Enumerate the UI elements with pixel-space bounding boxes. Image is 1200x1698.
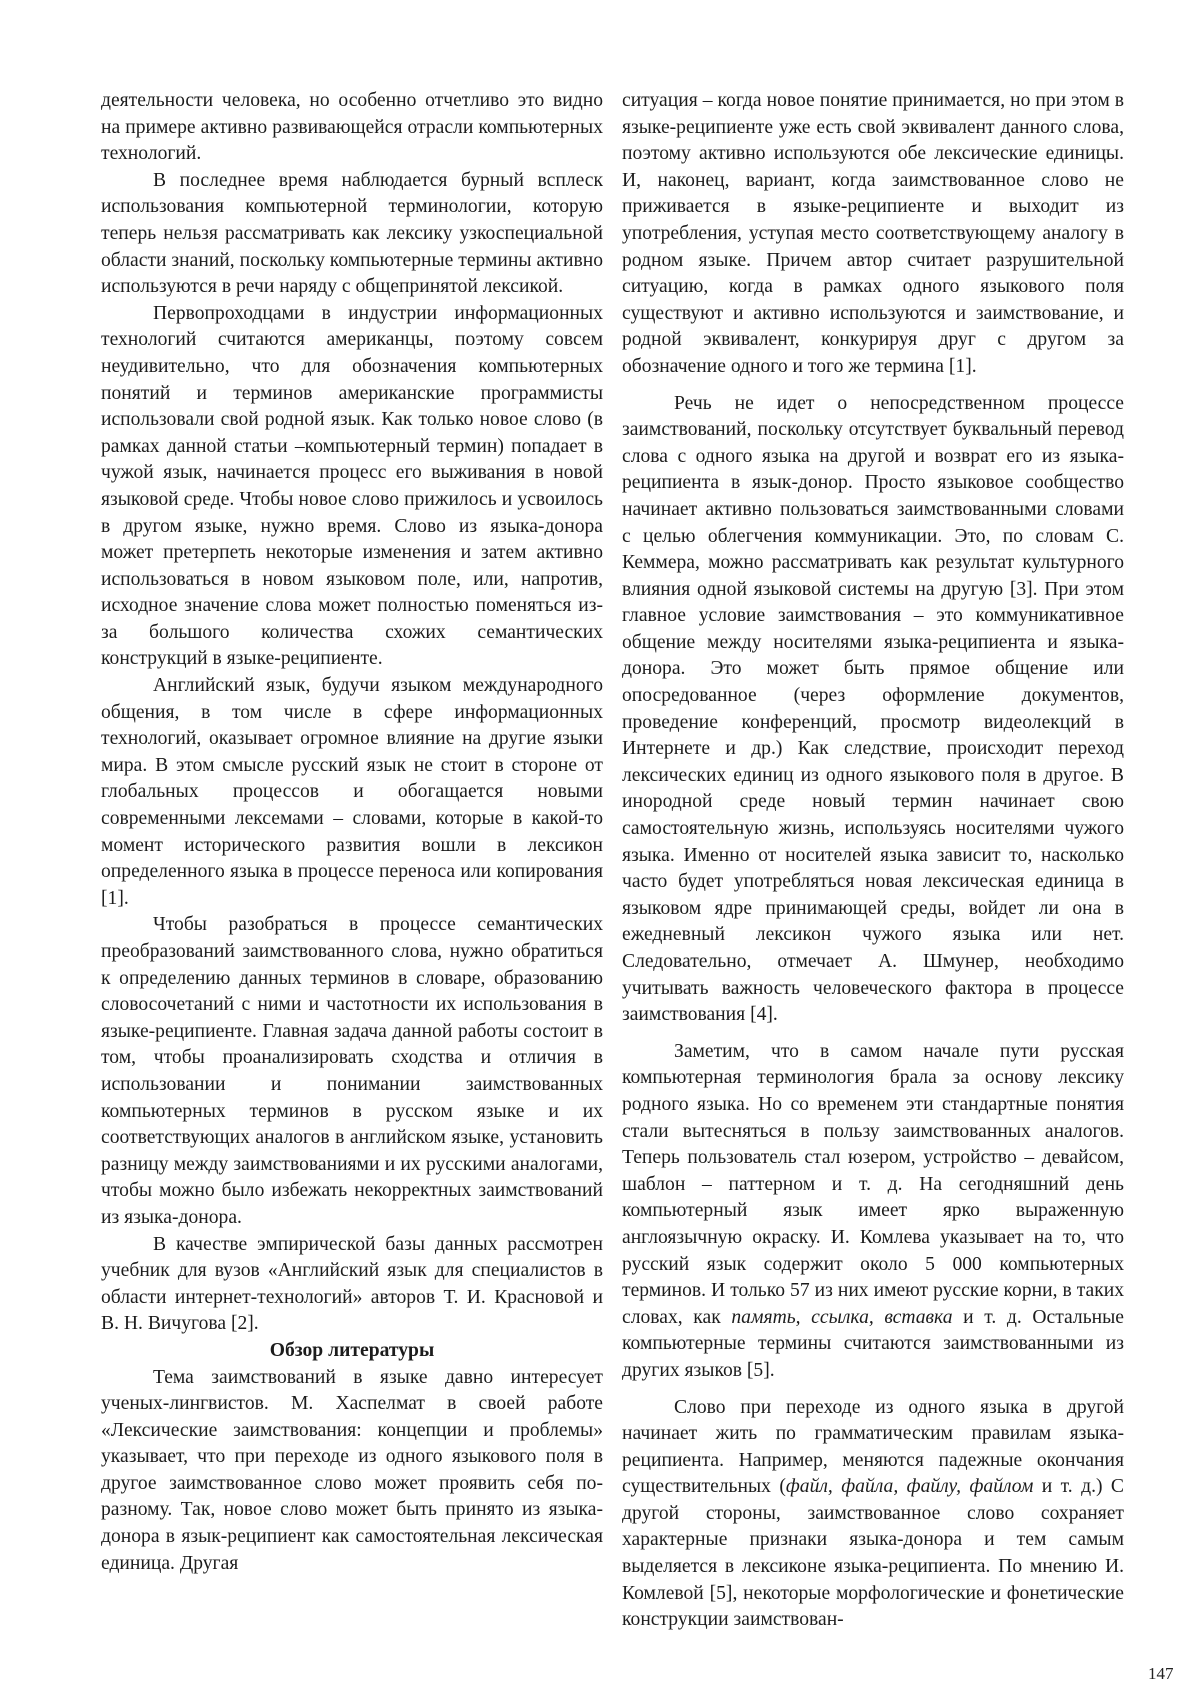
paragraph: Речь не идет о непосредственном процессе заимствований, поскольку отсутствует буквальный перевод слова с одного языка на другой и возврат его из языка-реципиента в язык-донор. Просто языковое сообщество начинает активно пользоваться заимствованными словами с целью облегчения коммуникации. Это, по словам С. Кеммера, можно рассматривать как результат культурного влияния одной языковой системы на другую [3]. При этом главное условие заимствования – это коммуникативное общение между носителями языка-реципиента и языка-донора. Это может быть прямое общение или опосредованное (через оформление документов, проведение конференций, просмотр видеолекций в Интернете и др.) Как следствие, происходит переход лексических единиц из одного языкового поля в другое. В инородной среде новый термин начинает свою самостоятельную жизнь, используясь носителями чужого языка. Именно от носителей языка зависит то, насколько часто будет употребляться новая лексическая единица в языковом ядре принимающей среды, войдет ли она в ежедневный лексикон чужого языка или нет. Следовательно, отмечает А. Шмунер, необходимо учитывать важность человеческого фактора в процессе заимствования [4]. (622, 392, 1124, 1026)
paragraph-text: Слово при переходе из одного языка в другой начинает жить по грамматическим правилам языка-реципиента. Например, меняются падежные окончания существительных ( (622, 1396, 1124, 1498)
italic-examples: память, ссылка, вставка (731, 1306, 953, 1328)
paragraph: Первопроходцами в индустрии информационных технологий считаются американцы, поэтому совсем неудивительно, что для обозначения компьютерных понятий и терминов американские программисты использовали свой родной язык. Как только новое слово (в рамках данной статьи –компьютерный термин) попадает в чужой язык, начинается процесс его выживания в новой языковой среде. Чтобы новое слово прижилось и усвоилось в другом языке, нужно время. Слово из языка-донора может претерпеть некоторые изменения и затем активно использоваться в новом языковом поле, или, напротив, исходное значение слова может полностью поменяться из-за большого количества схожих семантических конструкций в языке-реципиенте. (101, 302, 603, 670)
paragraph: В качестве эмпирической базы данных рассмотрен учебник для вузов «Английский язык для специалистов в области интернет-технологий» авторов Т. И. Красновой и В. Н. Вичугова [2]. (101, 1233, 603, 1335)
paragraph (622, 1395, 1124, 1634)
paragraph-text: и т. д. Остальные компьютерные термины считаются заимствованными из других языков [5]. (622, 1306, 1124, 1381)
page-number: 147 (1148, 1664, 1174, 1683)
paragraph-text: Заметим, что в самом начале пути русская компьютерная терминология брала за основу лексику родного языка. Но со временем эти стандартные понятия стали вытесняться в пользу заимствованных аналогов. Теперь пользователь стал юзером, устройство – девайсом, шаблон – паттерном и т. д. На сегодняшний день компьютерный язык имеет ярко выраженную англоязычную окраску. И. Комлева указывает на то, что русский язык содержит около 5 000 компьютерных терминов. И только 57 из них имеют русские корни, в таких словах, как (622, 1040, 1124, 1328)
left-column (101, 88, 603, 1577)
right-column (622, 88, 1124, 1634)
paragraph-text: и т. д.) С другой стороны, заимствованное слово сохраняет характерные признаки языка-донора и тем самым выделяется в лексиконе языка-реципиента. По мнению И. Комлевой [5], некоторые морфологические и фонетические конструкции заимствован- (622, 1476, 1124, 1631)
paragraph: ситуация – когда новое понятие принимается, но при этом в языке-реципиенте уже есть свой эквивалент данного слова, поэтому активно используются обе лексические единицы. И, наконец, вариант, когда заимствованное слово не приживается в языке-реципиенте и выходит из употребления, уступая место соответствующему аналогу в родном языке. Причем автор считает разрушительной ситуацию, когда в рамках одного языкового поля существуют и активно используются и заимствование, и родной эквивалент, конкурируя друг с другом за обозначение одного и того же термина [1]. (622, 90, 1124, 377)
paragraph (622, 1039, 1124, 1385)
paragraph: деятельности человека, но особенно отчетливо это видно на примере активно развивающейся отрасли компьютерных технологий. (101, 90, 603, 165)
paragraph: Английский язык, будучи языком международного общения, в том числе в сфере информационных технологий, оказывает огромное влияние на другие языки мира. В этом смысле русский язык не стоит в стороне от глобальных процессов и обогащается новыми современными лексемами – словами, которые в какой-то момент исторического развития вошли в лексикон определенного языка в процессе переноса или копирования [1]. (101, 675, 603, 909)
paragraph: Тема заимствований в языке давно интересует ученых-лингвистов. М. Хаспелмат в своей работе «Лексические заимствования: концепции и проблемы» указывает, что при переходе из одного языкового поля в другое заимствованное слово может проявить себя по-разному. Так, новое слово может быть принято из языка-донора в язык-реципиент как самостоятельная лексическая единица. Другая (101, 1366, 603, 1574)
paragraph: Чтобы разобраться в процессе семантических преобразований заимствованного слова, нужно обратиться к определению данных терминов в словаре, образованию словосочетаний с ними и частотности их использования в языке-реципиенте. Главная задача данной работы состоит в том, чтобы проанализировать сходства и отличия в использовании и понимании заимствованных компьютерных терминов в русском языке и их соответствующих аналогов в английском языке, установить разницу между заимствованиями и их русскими аналогами, чтобы можно было избежать некорректных заимствований из языка-донора. (101, 914, 603, 1228)
paragraph: В последнее время наблюдается бурный всплеск использования компьютерной терминологии, которую теперь нельзя рассматривать как лексику узкоспециальной области знаний, поскольку компьютерные термины активно используются в речи наряду с общепринятой лексикой. (101, 169, 603, 298)
italic-examples: файл, файла, файлу, файлом (785, 1476, 1034, 1498)
section-heading: Обзор литературы (269, 1339, 435, 1361)
